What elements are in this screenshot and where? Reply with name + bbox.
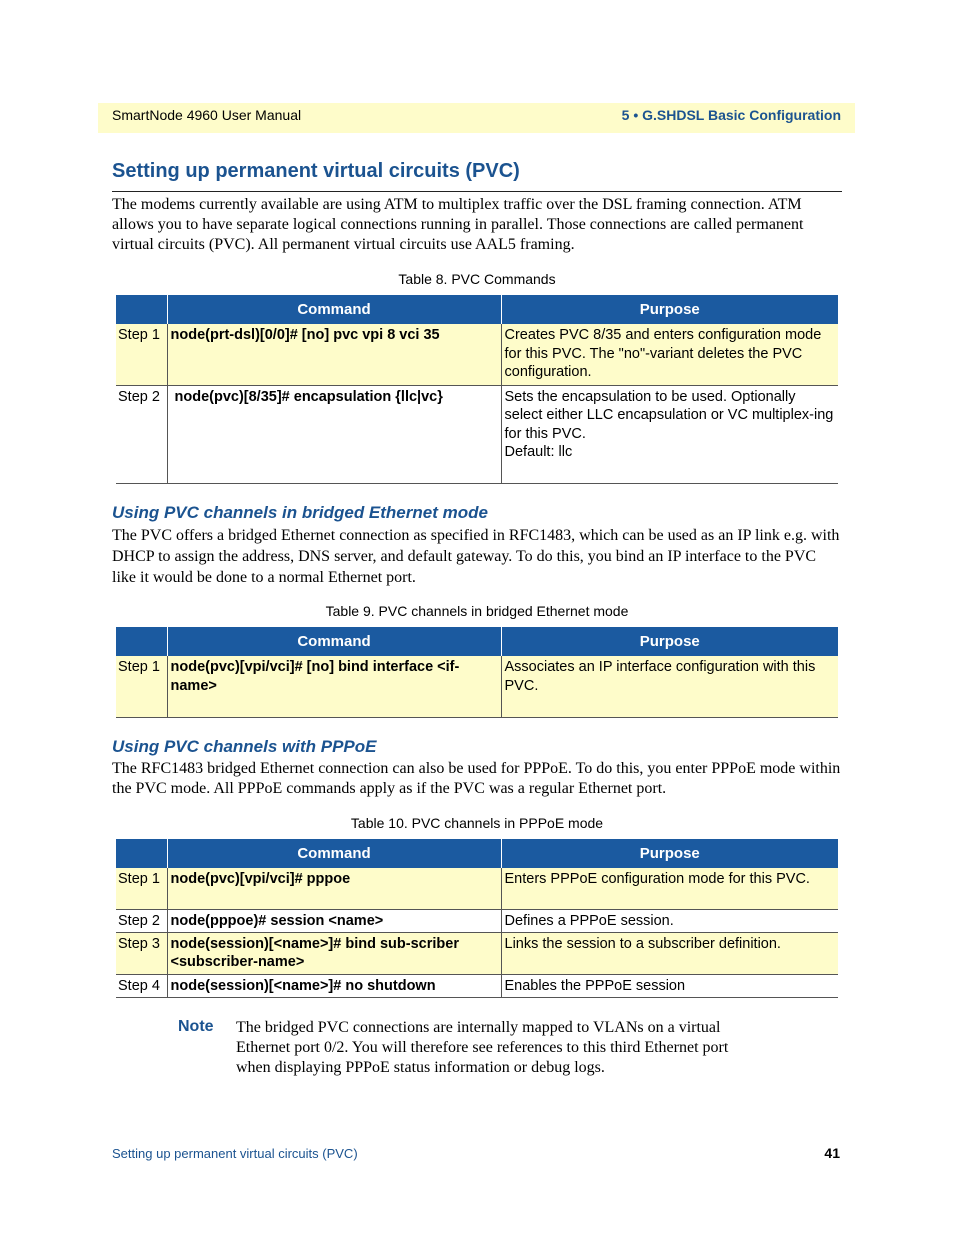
- note-label: Note: [178, 1018, 214, 1035]
- command-cell: node(pvc)[8/35]# encapsulation {llc|vc}: [167, 385, 501, 483]
- note-text: The bridged PVC connections are internally mapped to VLANs on a virtual Ethernet port 0/2. You will therefore see references to this third Ethernet port when displaying PPPoE status information or debug logs.: [236, 1019, 729, 1076]
- page-number: 41: [824, 1145, 840, 1161]
- command-column-header: Command: [167, 295, 501, 324]
- command-cell: node(session)[<name>]# no shutdown: [167, 974, 501, 997]
- step-cell: Step 4: [116, 974, 167, 997]
- table-row: [116, 974, 838, 997]
- purpose-cell: Defines a PPPoE session.: [501, 909, 838, 932]
- table-row: [116, 909, 838, 932]
- table9: [116, 627, 838, 718]
- step-cell: Step 1: [116, 868, 167, 909]
- command-column-header: Command: [167, 839, 501, 868]
- step-cell: Step 1: [116, 656, 167, 717]
- purpose-cell: Links the session to a subscriber definition.: [501, 932, 838, 974]
- command-column-header: Command: [167, 627, 501, 656]
- subsection-text-bridged: The PVC offers a bridged Ethernet connection as specified in RFC1483, which can be used as an IP link e.g. with DHCP to assign the address, DNS server, and default gateway. To do this, you bind an IP interface to the PVC like it would be done to a normal Ethernet port.: [112, 527, 840, 586]
- step-column-header: [116, 295, 167, 324]
- table-row: [116, 656, 838, 717]
- subsection-text-pppoe: The RFC1483 bridged Ethernet connection can also be used for PPPoE. To do this, you enter PPPoE mode within the PVC mode. All PPPoE commands apply as if the PVC was a regular Ethernet port.: [112, 760, 841, 797]
- purpose-cell: Enables the PPPoE session: [501, 974, 838, 997]
- header-chapter-title: 5 • G.SHDSL Basic Configuration: [621, 107, 841, 123]
- table-header-row: [116, 295, 838, 324]
- footer-section-title: Setting up permanent virtual circuits (PVC): [112, 1146, 358, 1161]
- purpose-column-header: Purpose: [501, 295, 838, 324]
- purpose-column-header: Purpose: [501, 839, 838, 868]
- table8-caption: Table 8. PVC Commands: [398, 271, 556, 287]
- purpose-cell: [501, 385, 838, 483]
- command-cell: node(prt-dsl)[0/0]# [no] pvc vpi 8 vci 35: [167, 324, 501, 385]
- subsection-title-bridged: Using PVC channels in bridged Ethernet mode: [112, 503, 488, 522]
- table-row: [116, 868, 838, 909]
- purpose-cell: Associates an IP interface configuration with this PVC.: [501, 656, 838, 717]
- step-column-header: [116, 627, 167, 656]
- command-cell: node(pvc)[vpi/vci]# pppoe: [167, 868, 501, 909]
- purpose-default: Default: llc: [504, 444, 573, 460]
- table-header-row: [116, 839, 838, 868]
- table-row: [116, 324, 838, 385]
- running-header: [98, 103, 855, 133]
- table9-caption: Table 9. PVC channels in bridged Ethernet mode: [325, 603, 629, 619]
- table-row: [116, 385, 838, 483]
- command-cell: node(pvc)[vpi/vci]# [no] bind interface <if-name>: [167, 656, 501, 717]
- step-cell: Step 2: [116, 385, 167, 483]
- table-header-row: [116, 627, 838, 656]
- step-column-header: [116, 839, 167, 868]
- table10: [116, 839, 838, 998]
- table8: [116, 295, 838, 484]
- step-cell: Step 1: [116, 324, 167, 385]
- header-manual-title: SmartNode 4960 User Manual: [112, 107, 302, 123]
- purpose-text: Sets the encapsulation to be used. Optionally select either LLC encapsulation or VC multiplex-ing for this PVC.: [504, 388, 834, 442]
- table10-caption: Table 10. PVC channels in PPPoE mode: [350, 815, 604, 831]
- subsection-title-pppoe: Using PVC channels with PPPoE: [112, 737, 377, 756]
- section-title: Setting up permanent virtual circuits (PVC): [112, 160, 520, 182]
- purpose-cell: Enters PPPoE configuration mode for this PVC.: [501, 868, 838, 909]
- step-cell: Step 2: [116, 909, 167, 932]
- step-cell: Step 3: [116, 932, 167, 974]
- section-title-rule: [112, 191, 842, 192]
- purpose-cell: Creates PVC 8/35 and enters configuration mode for this PVC. The "no"-variant deletes the PVC configuration.: [501, 324, 838, 385]
- section-intro: The modems currently available are using ATM to multiplex traffic over the DSL framing connection. ATM allows you to have separate logical connections running in parallel. Those connections are called permanent virtual circuits (PVC). All permanent virtual circuits use AAL5 framing.: [112, 196, 804, 253]
- command-cell: node(session)[<name>]# bind sub-scriber <subscriber-name>: [167, 932, 501, 974]
- table-row: [116, 932, 838, 974]
- command-cell: node(pppoe)# session <name>: [167, 909, 501, 932]
- purpose-column-header: Purpose: [501, 627, 838, 656]
